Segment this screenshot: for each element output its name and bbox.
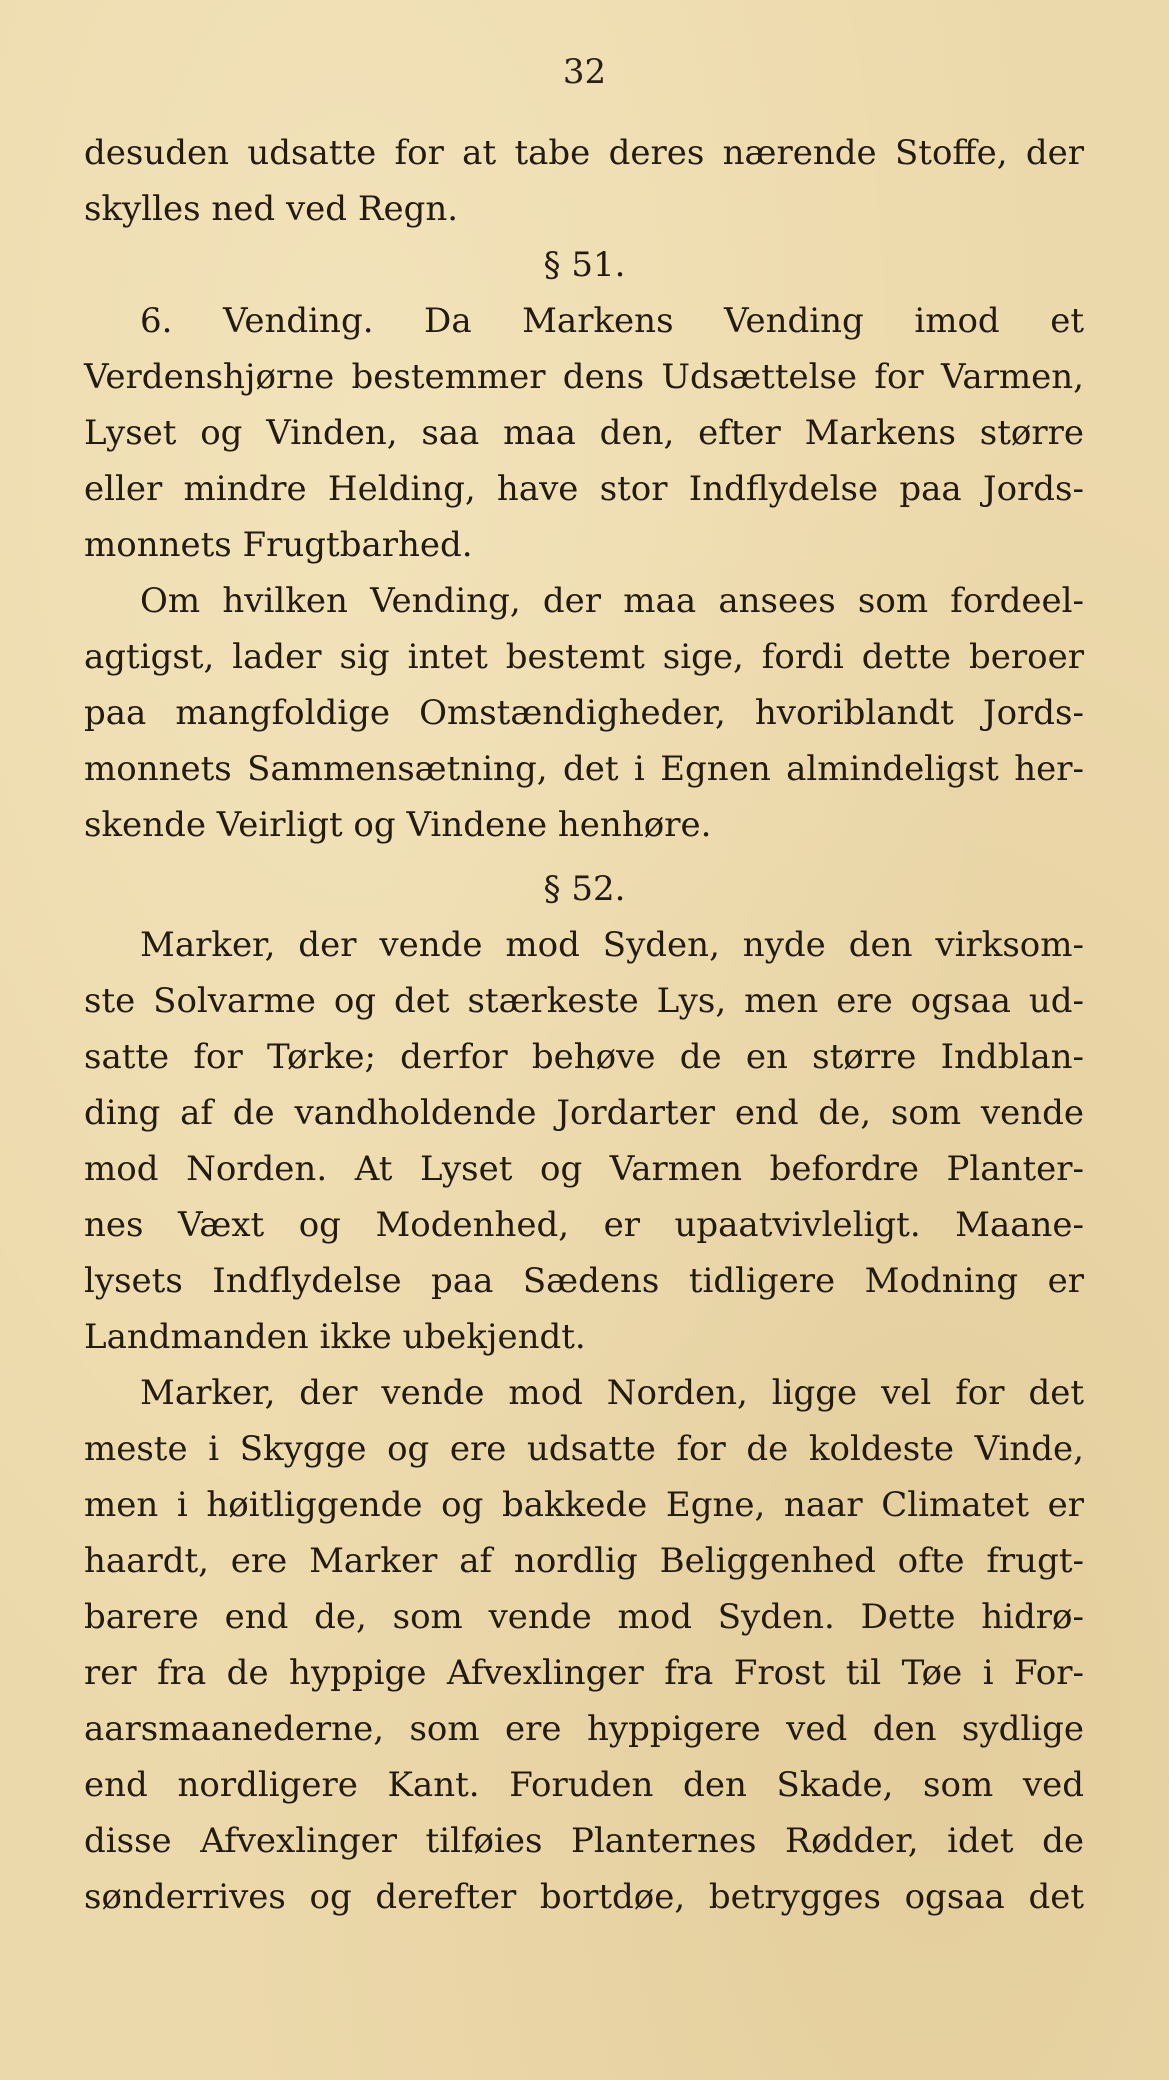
text-line: mod Norden. At Lyset og Varmen befordre Planter- — [84, 1149, 1084, 1189]
text-line: meste i Skygge og ere udsatte for de koldeste Vinde, — [84, 1429, 1084, 1469]
text-line-paragraph-start: Marker, der vende mod Norden, ligge vel for det — [140, 1373, 1084, 1413]
text-line: Lyset og Vinden, saa maa den, efter Markens større — [84, 413, 1084, 453]
text-line: ding af de vandholdende Jordarter end de, som vende — [84, 1093, 1084, 1133]
text-line: lysets Indflydelse paa Sædens tidligere Modning er — [84, 1261, 1084, 1301]
text-line: monnets Frugtbarhed. — [84, 525, 473, 565]
text-line: disse Afvexlinger tilføies Planternes Rødder, idet de — [84, 1821, 1084, 1861]
text-line: agtigst, lader sig intet bestemt sige, fordi dette beroer — [84, 637, 1084, 677]
text-line: desuden udsatte for at tabe deres nærende Stoffe, der — [84, 133, 1084, 173]
text-line: nes Væxt og Modenhed, er upaatvivleligt. Maane- — [84, 1205, 1084, 1245]
text-line-paragraph-start: Om hvilken Vending, der maa ansees som fordeel- — [140, 581, 1084, 621]
text-line: men i høitliggende og bakkede Egne, naar Climatet er — [84, 1485, 1084, 1525]
text-line-paragraph-start: Marker, der vende mod Syden, nyde den virksom- — [140, 925, 1084, 965]
text-line: rer fra de hyppige Afvexlinger fra Frost til Tøe i For- — [84, 1653, 1084, 1693]
page-number: 32 — [562, 52, 607, 92]
text-line: eller mindre Helding, have stor Indflydelse paa Jords- — [84, 469, 1084, 509]
text-line: sønderrives og derefter bortdøe, betrygges ogsaa det — [84, 1877, 1084, 1917]
text-line: satte for Tørke; derfor behøve de en større Indblan- — [84, 1037, 1084, 1077]
text-line: end nordligere Kant. Foruden den Skade, som ved — [84, 1765, 1084, 1805]
text-line: aarsmaanederne, som ere hyppigere ved den sydlige — [84, 1709, 1084, 1749]
text-line: monnets Sammensætning, det i Egnen almindeligst her- — [84, 749, 1084, 789]
section-heading-52: § 52. — [543, 869, 626, 909]
text-line: barere end de, som vende mod Syden. Dette hidrø- — [84, 1597, 1084, 1637]
text-line-section-start: 6. Vending. Da Markens Vending imod et — [140, 301, 1084, 341]
text-line: Verdenshjørne bestemmer dens Udsættelse for Varmen, — [84, 357, 1084, 397]
text-line: ste Solvarme og det stærkeste Lys, men ere ogsaa ud- — [84, 981, 1084, 1021]
section-heading-51: § 51. — [543, 245, 626, 285]
text-line: Landmanden ikke ubekjendt. — [84, 1317, 586, 1357]
text-line: skylles ned ved Regn. — [84, 189, 459, 229]
text-line: skende Veirligt og Vindene henhøre. — [84, 805, 712, 845]
text-line: haardt, ere Marker af nordlig Beliggenhed ofte frugt- — [84, 1541, 1084, 1581]
text-line: paa mangfoldige Omstændigheder, hvoriblandt Jords- — [84, 693, 1084, 733]
